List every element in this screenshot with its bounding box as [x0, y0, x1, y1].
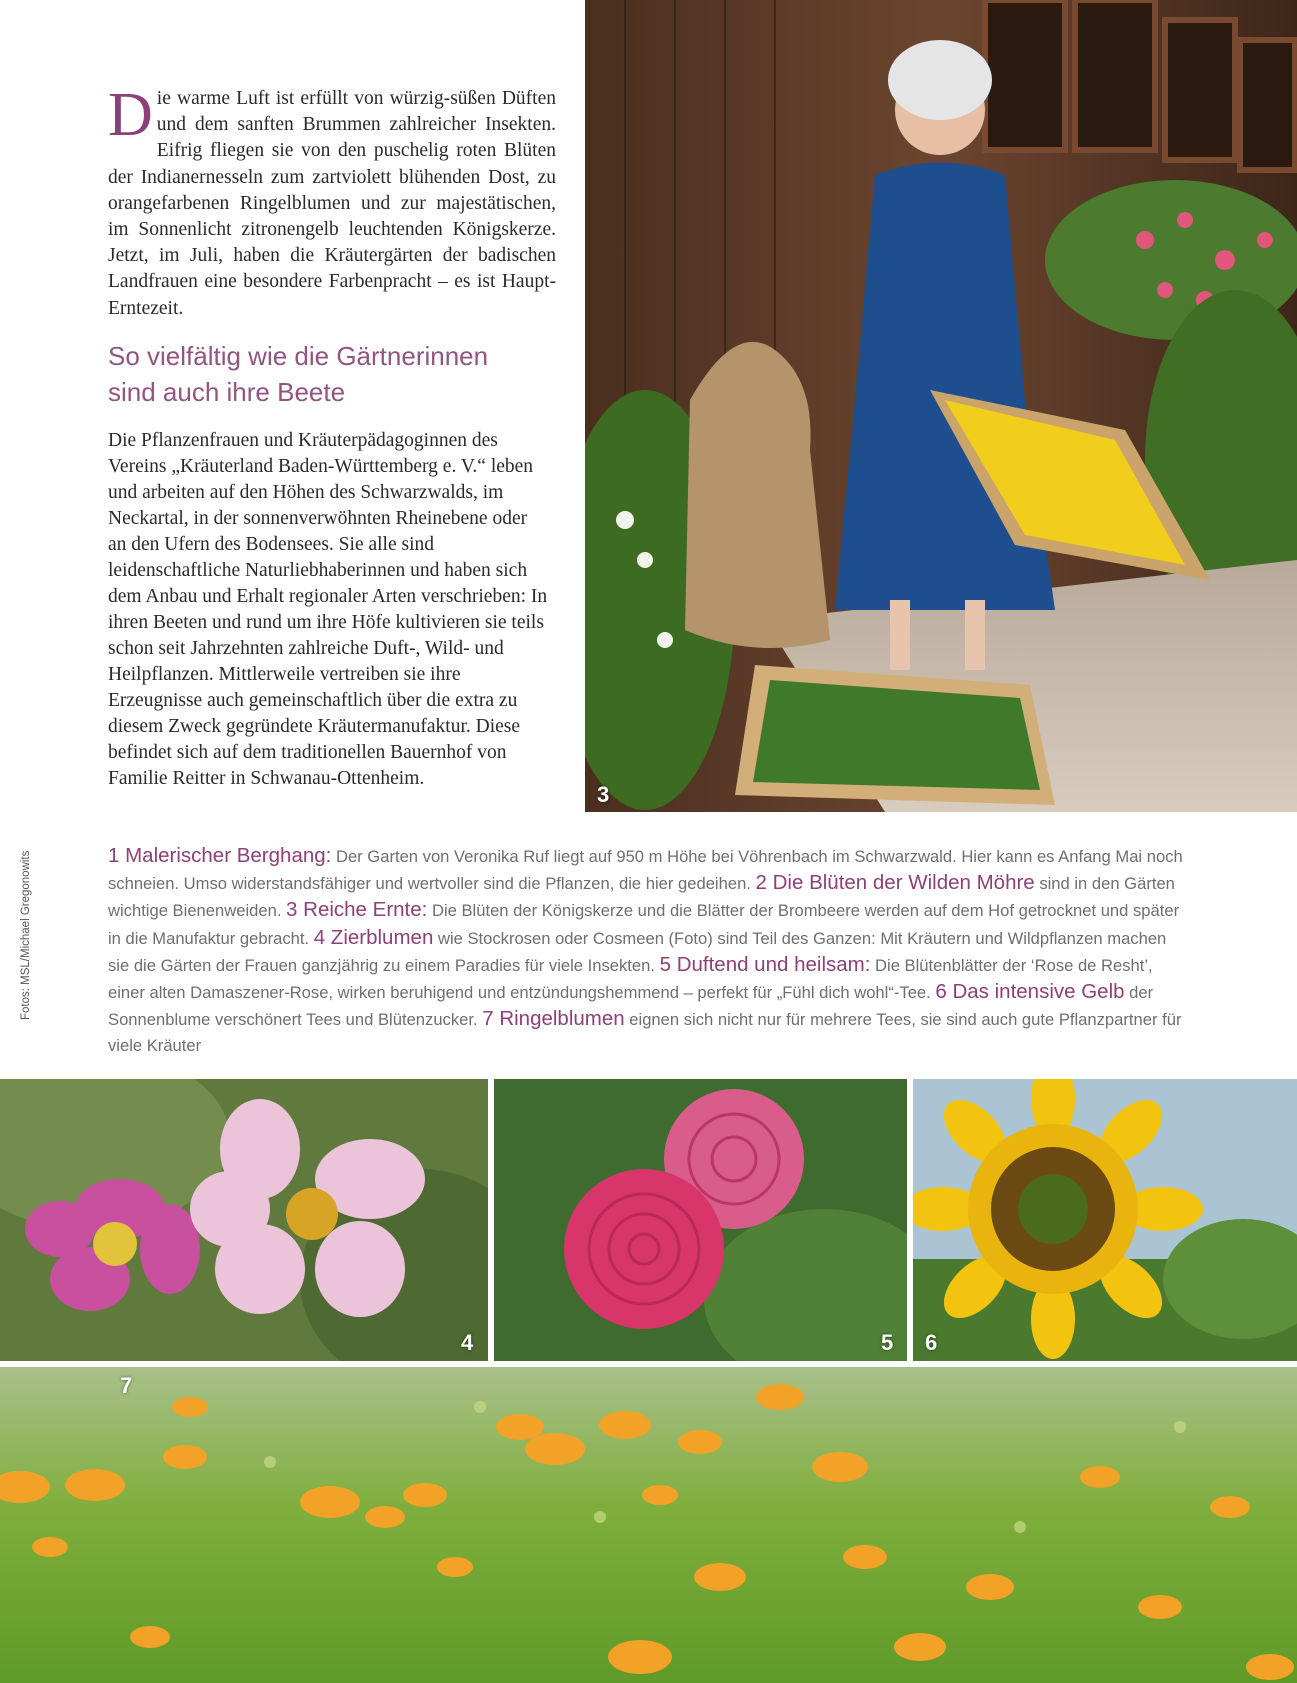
caption-4-head: 4 Zierblumen: [313, 925, 434, 949]
photo-number-6: 6: [925, 1330, 938, 1355]
photo-number-7: 7: [120, 1373, 133, 1398]
caption-1-text: Der Garten von Veronika Ruf liegt auf 950 m Höhe bei Vöhrenbach im Schwarzwald. Hier kann es Anfang Mai noch schneien. Umso widerstandsfähiger und wertvoller sind die Pflanzen, die hier gedeihen.: [108, 847, 1183, 894]
body-paragraph: Die Pflanzenfrauen und Kräuterpädagoginnen des Vereins „Kräuterland Baden-Württemberg e. V.“ leben und arbeiten auf den Höhen des Schwarzwalds, im Neckartal, in der sonnenverwöhnten Rheinebene oder an den Ufern des Bodensees. Sie alle sind leidenschaftliche Naturliebhaberinnen und haben sich dem Anbau und Erhalt regionaler Arten verschrieben: In ihren Beeten und rund um ihre Höfe kultivieren sie teils schon seit Jahrzehnten zahlreiche Duft-, Wild- und Heilpflanzen. Mittlerweile vertreiben sie ihre Erzeugnisse auch gemeinschaftlich über die extra zu diesem Zweck gegründete Kräutermanufaktur. Diese befindet sich auf dem traditionellen Bauernhof von Familie Reitter in Schwanau-Ottenheim.: [108, 430, 548, 789]
subheading-line-2: sind auch ihre Beete: [108, 377, 346, 407]
caption-5-head: 5 Duftend und heilsam:: [659, 952, 871, 976]
caption-6-text: der Sonnenblume verschönert Tees und Blütenzucker.: [108, 983, 1154, 1030]
caption-7-text: eignen sich nicht nur für mehrere Tees, sie sind auch gute Pflanzpartner für viele Kräuter: [108, 1010, 1182, 1056]
caption-5-text: Die Blütenblätter der ‘Rose de Resht’, einer alten Damaszener-Rose, wirken beruhigend und entzündungshemmend – perfekt für „Fühl dich wohl“-Tee.: [108, 955, 1153, 1003]
caption-2-head: 2 Die Blüten der Wilden Möhre: [755, 871, 1035, 895]
photo-5-rose: [494, 1079, 907, 1361]
photo-captions: [108, 843, 1183, 1060]
photo-7-calendula: [0, 1367, 1297, 1683]
caption-7-head: 7 Ringelblumen: [482, 1007, 625, 1031]
photo-number-4: 4: [461, 1330, 474, 1355]
photo-4-cosmos: [0, 1079, 488, 1361]
caption-6-head: 6 Das intensive Gelb: [935, 980, 1125, 1004]
photo-number-5: 5: [881, 1330, 894, 1355]
drop-cap: D: [108, 81, 153, 149]
section-subheading: [108, 338, 556, 410]
caption-3-text: Die Blüten der Königskerze und die Blätter der Brombeere werden auf dem Hof getrocknet und später in die Manufaktur gebracht.: [108, 901, 1180, 948]
caption-2-text: sind in den Gärten wichtige Bienenweiden.: [108, 874, 1175, 921]
intro-paragraph: [108, 81, 556, 322]
photo-6-sunflower: [913, 1079, 1297, 1361]
intro-text: ie warme Luft ist erfüllt von würzig-süßen Düften und dem sanften Brummen zahlreicher Insekten. Eifrig fliegen sie von den puschelig roten Blüten der Indianernesseln zum zartviolett blühenden Dost, zu orangefarbenen Ringelblumen und zur majestätischen, im Sonnenlicht zitronengelb leuchtenden Königskerze. Jetzt, im Juli, haben die Kräutergärten der badischen Landfrauen eine besondere Farbenpracht – es ist Haupt-Erntezeit.: [108, 88, 556, 319]
photo-credit: Fotos: MSL/Michael Gregonowits: [20, 850, 32, 1020]
caption-4-text: wie Stockrosen oder Cosmeen (Foto) sind Teil des Ganzen: Mit Kräutern und Wildpflanzen machen sie die Gärten der Frauen ganzjährig zu einem Paradies für viele Insekten.: [108, 928, 1167, 975]
caption-3-head: 3 Reiche Ernte:: [286, 898, 428, 922]
subheading-line-1: So vielfältig wie die Gärtnerinnen: [108, 341, 489, 371]
caption-1-head: 1 Malerischer Berghang:: [108, 844, 332, 867]
photo-3-harvest: [585, 0, 1297, 812]
photo-number-3: 3: [597, 782, 610, 807]
